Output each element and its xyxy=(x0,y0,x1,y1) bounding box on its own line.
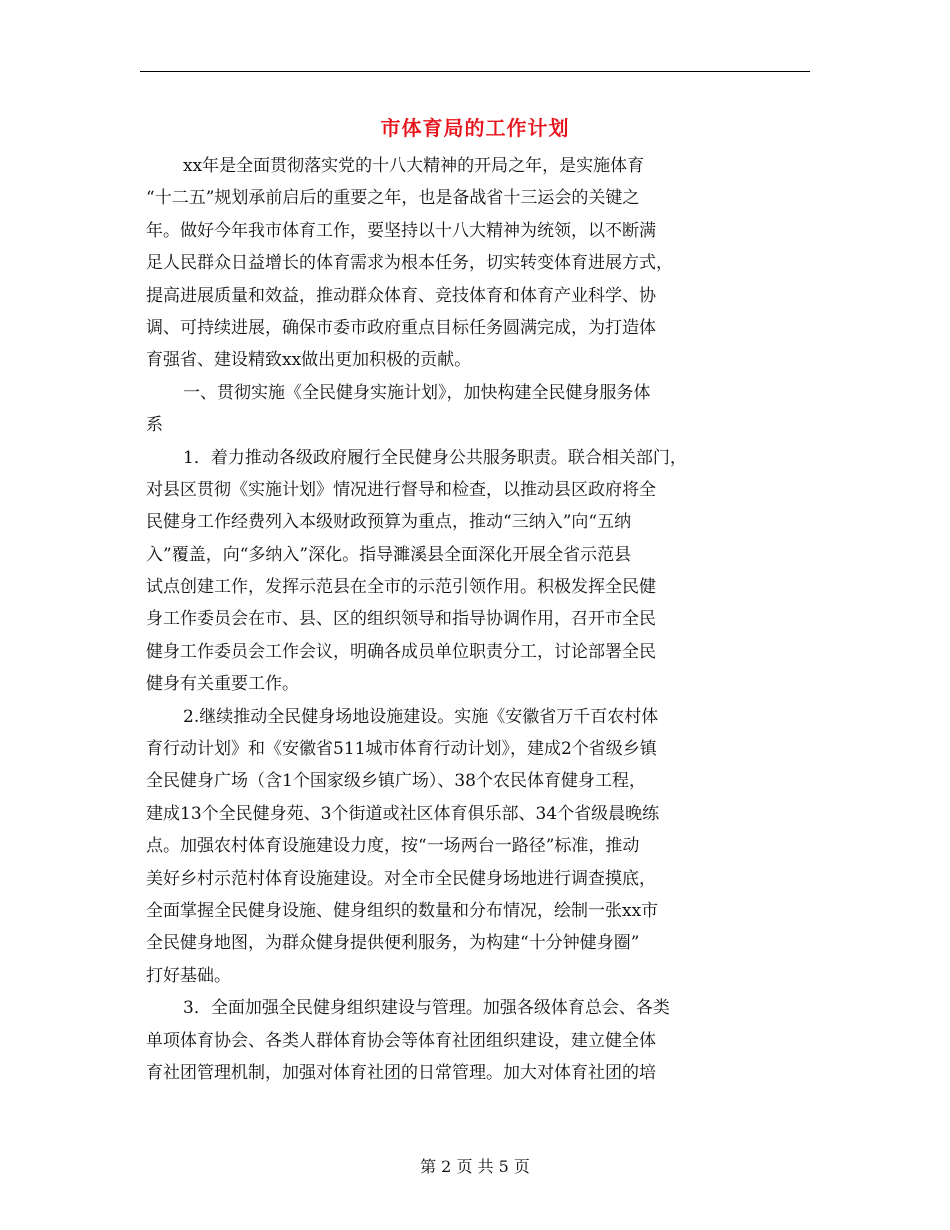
document-body xyxy=(146,150,818,1089)
text-line: 身工作委员会在市、县、区的组织领导和指导协调作用，召开市全民 xyxy=(146,609,656,630)
text-line: 育社团管理机制，加强对体育社团的日常管理。加大对体育社团的培 xyxy=(146,1062,656,1083)
document-title: 市体育局的工作计划 xyxy=(380,116,570,140)
text-line: 点。加强农村体育设施建设力度，按“一场两台一路径”标准，推动 xyxy=(146,836,640,857)
text-line: 育强省、建设精致xx做出更加积极的贡献。 xyxy=(146,350,472,371)
text-line: “十二五”规划承前启后的重要之年，也是备战省十三运会的关键之 xyxy=(146,188,640,209)
section-heading-line: 一、贯彻实施《全民健身实施计划》，加快构建全民健身服务体 xyxy=(183,382,651,403)
text-line: 提高进展质量和效益，推动群众体育、竞技体育和体育产业科学、协 xyxy=(146,285,656,306)
text-line: 全面掌握全民健身设施、健身组织的数量和分布情况，绘制一张xx市 xyxy=(146,900,659,921)
text-line: 打好基础。 xyxy=(146,965,231,986)
text-line: 健身工作委员会工作会议，明确各成员单位职责分工，讨论部署全民 xyxy=(146,641,656,662)
text-line: 入”覆盖，向“多纳入”深化。指导濉溪县全面深化开展全省示范县 xyxy=(146,544,632,565)
text-line: 健身有关重要工作。 xyxy=(146,674,299,695)
text-line: 年。做好今年我市体育工作，要坚持以十八大精神为统领，以不断满 xyxy=(146,220,656,241)
section-heading-line: 系 xyxy=(146,415,163,436)
header-rule xyxy=(140,71,810,72)
text-line: 足人民群众日益增长的体育需求为根本任务，切实转变体育进展方式， xyxy=(146,253,673,274)
text-line: 2.继续推动全民健身场地设施建设。实施《安徽省万千百农村体 xyxy=(183,706,659,727)
text-line: xx年是全面贯彻落实党的十八大精神的开局之年，是实施体育 xyxy=(183,156,645,176)
text-line: 民健身工作经费列入本级财政预算为重点，推动“三纳入”向“五纳 xyxy=(146,512,632,533)
text-line: 3．全面加强全民健身组织建设与管理。加强各级体育总会、各类 xyxy=(183,998,670,1019)
text-line: 全民健身地图，为群众健身提供便利服务，为构建“十分钟健身圈” xyxy=(146,933,640,954)
text-line: 育行动计划》和《安徽省511城市体育行动计划》，建成2个省级乡镇 xyxy=(146,739,657,760)
page-footer: 第 2 页 共 5 页 xyxy=(420,1157,530,1176)
text-line: 美好乡村示范村体育设施建设。对全市全民健身场地进行调查摸底， xyxy=(146,868,656,889)
text-line: 单项体育协会、各类人群体育协会等体育社团组织建设，建立健全体 xyxy=(146,1030,656,1051)
text-line: 调、可持续进展，确保市委市政府重点目标任务圆满完成，为打造体 xyxy=(146,317,656,338)
text-line: 对县区贯彻《实施计划》情况进行督导和检查，以推动县区政府将全 xyxy=(146,479,656,500)
text-line: 建成13个全民健身苑、3个街道或社区体育俱乐部、34个省级晨晚练 xyxy=(146,803,660,824)
text-line: 1．着力推动各级政府履行全民健身公共服务职责。联合相关部门， xyxy=(183,447,687,468)
text-line: 全民健身广场（含1个国家级乡镇广场）、38个农民体育健身工程， xyxy=(146,771,646,792)
text-line: 试点创建工作，发挥示范县在全市的示范引领作用。积极发挥全民健 xyxy=(146,577,656,598)
